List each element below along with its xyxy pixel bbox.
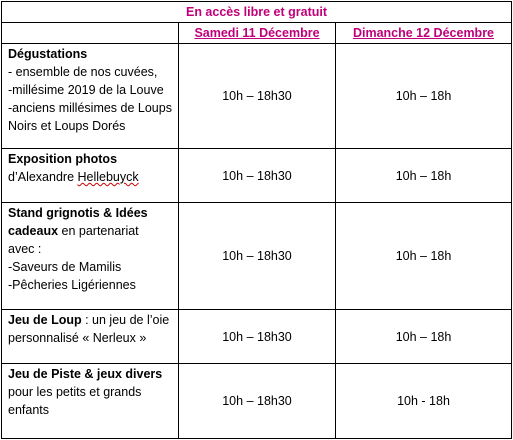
activity-line: -anciens millésimes de Loups bbox=[8, 101, 172, 115]
activity-title: Stand grignotis & Idées bbox=[8, 206, 148, 220]
table-row bbox=[2, 44, 512, 149]
activity-line bbox=[8, 222, 172, 240]
sunday-hours: 10h – 18h bbox=[336, 310, 512, 364]
activity-line: enfants bbox=[8, 403, 50, 417]
activity-title: Exposition photos bbox=[8, 152, 118, 166]
activity-text: d’Alexandre bbox=[8, 170, 78, 184]
table-row bbox=[2, 149, 512, 203]
activity-line: pour les petits et grands bbox=[8, 385, 142, 399]
activity-line: -millésime 2019 de la Louve bbox=[8, 83, 164, 97]
activity-line: personnalisé « Nerleux » bbox=[8, 331, 147, 345]
table-row bbox=[2, 310, 512, 364]
activity-cell bbox=[2, 364, 179, 439]
activity-cell bbox=[2, 149, 179, 203]
header-empty-cell bbox=[2, 23, 179, 44]
saturday-hours: 10h – 18h30 bbox=[179, 310, 336, 364]
activity-text: : un jeu de l’oie bbox=[81, 313, 170, 327]
sunday-hours: 10h – 18h bbox=[336, 203, 512, 310]
activity-title: Jeu de Loup bbox=[8, 313, 82, 327]
activity-line: avec : bbox=[8, 242, 42, 256]
table-row bbox=[2, 364, 512, 439]
saturday-hours: 10h – 18h30 bbox=[179, 203, 336, 310]
title-row bbox=[2, 2, 512, 23]
activity-cell bbox=[2, 310, 179, 364]
sunday-hours: 10h – 18h bbox=[336, 44, 512, 149]
spellcheck-word: Hellebuyck bbox=[77, 170, 139, 184]
sunday-hours: 10h - 18h bbox=[336, 364, 512, 439]
activity-text: en partenariat bbox=[58, 224, 139, 238]
activity-line: - ensemble de nos cuvées, bbox=[8, 65, 158, 79]
saturday-hours: 10h – 18h30 bbox=[179, 364, 336, 439]
header-saturday: Samedi 11 Décembre bbox=[179, 23, 336, 44]
schedule-table bbox=[1, 1, 512, 439]
saturday-hours: 10h – 18h30 bbox=[179, 44, 336, 149]
activity-line: Noirs et Loups Dorés bbox=[8, 119, 126, 133]
header-row bbox=[2, 23, 512, 44]
activity-cell bbox=[2, 44, 179, 149]
table-title: En accès libre et gratuit bbox=[2, 2, 512, 23]
table-row bbox=[2, 203, 512, 310]
activity-line bbox=[8, 311, 172, 329]
sunday-hours: 10h – 18h bbox=[336, 149, 512, 203]
activity-line: -Pêcheries Ligériennes bbox=[8, 278, 136, 292]
activity-title: Dégustations bbox=[8, 47, 88, 61]
activity-line: -Saveurs de Mamilis bbox=[8, 260, 122, 274]
activity-line bbox=[8, 168, 172, 186]
activity-cell bbox=[2, 203, 179, 310]
activity-title: Jeu de Piste & jeux divers bbox=[8, 367, 163, 381]
header-sunday: Dimanche 12 Décembre bbox=[336, 23, 512, 44]
saturday-hours: 10h – 18h30 bbox=[179, 149, 336, 203]
activity-title: cadeaux bbox=[8, 224, 59, 238]
